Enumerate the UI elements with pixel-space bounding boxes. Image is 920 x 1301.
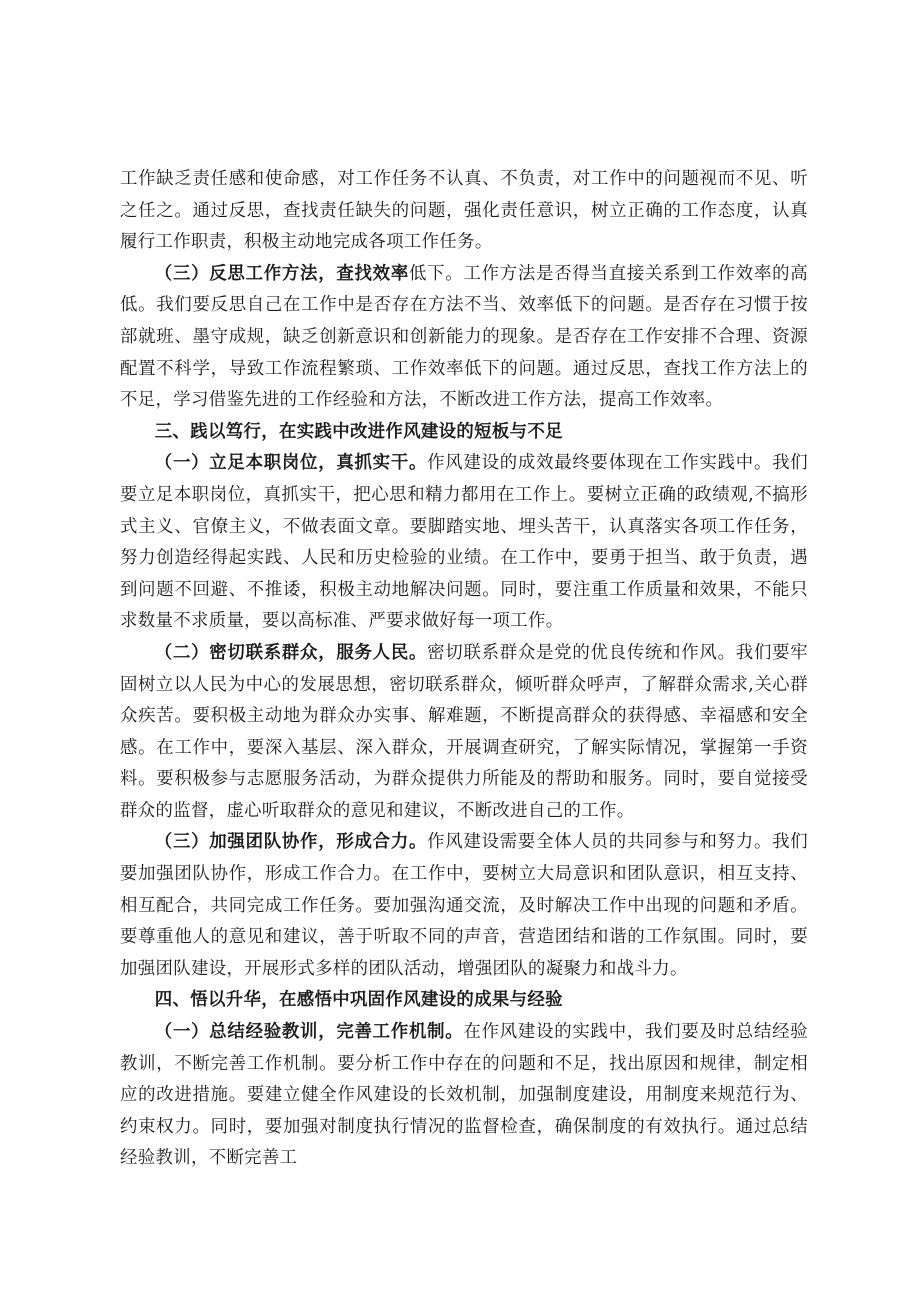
heading-text: 四、悟以升华，在感悟中巩固作风建设的成果与经验 — [154, 990, 563, 1011]
paragraph-summarize-experience — [120, 1017, 808, 1175]
paragraph-stand-on-post — [120, 448, 808, 638]
paragraph-text: 作风建设的成效最终要体现在工作实践中。我们要立足本职岗位，真抓实干，把心思和精力都用在工作上。要树立正确的政绩观,不搞形式主义、官僚主义，不做表面文章。要脚踏实地、埋头苦干，认真落实各项工作任务，努力创造经得起实践、人民和历史检验的业绩。在工作中，要勇于担当、敢于负责，遇到问题不回避、不推诿，积极主动地解决问题。同时，要注重工作质量和效果，不能只求数量不求质量，要以高标准、严要求做好每一项工作。 — [120, 453, 808, 632]
paragraph-lead: （三）反思工作方法，查找效率 — [154, 263, 409, 284]
section-heading-4 — [120, 985, 808, 1017]
paragraph-text: 作风建设需要全体人员的共同参与和努力。我们要加强团队协作，形成工作合力。在工作中，要树立大局意识和团队意识，相互支持、相互配合，共同完成工作任务。要加强沟通交流，及时解决工作中出现的问题和矛盾。要尊重他人的意见和建议，善于听取不同的声音，营造团结和谐的工作氛围。同时，要加强团队建设，开展形式多样的团队活动，增强团队的凝聚力和战斗力。 — [120, 832, 808, 979]
document-body — [120, 164, 808, 1175]
paragraph-reflect-work-method — [120, 259, 808, 417]
paragraph-text: 在作风建设的实践中，我们要及时总结经验教训，不断完善工作机制。要分析工作中存在的问题和不足，找出原因和规律，制定相应的改进措施。要建立健全作风建设的长效机制，加强制度建设，用制度来规范行为、约束权力。同时，要加强对制度执行情况的监督检查，确保制度的有效执行。通过总结经验教训，不断完善工 — [120, 1022, 809, 1169]
paragraph-text: 密切联系群众是党的优良传统和作风。我们要牢固树立以人民为中心的发展思想，密切联系群众，倾听群众呼声，了解群众需求,关心群众疾苦。要积极主动地为群众办实事、解难题，不断提高群众的获得感、幸福感和安全感。在工作中，要深入基层、深入群众，开展调查研究，了解实际情况，掌握第一手资料。要积极参与志愿服务活动，为群众提供力所能及的帮助和服务。同时，要自觉接受群众的监督，虚心听取群众的意见和建议，不断改进自己的工作。 — [120, 642, 808, 821]
paragraph-teamwork — [120, 827, 808, 985]
paragraph-lead: （一）立足本职岗位，真抓实干。 — [154, 453, 428, 474]
paragraph-lead: （三）加强团队协作，形成合力。 — [154, 832, 428, 853]
paragraph-responsibility-continued — [120, 164, 808, 259]
paragraph-text: 低下。工作方法是否得当直接关系到工作效率的高低。我们要反思自己在工作中是否存在方法不当、效率低下的问题。是否存在习惯于按部就班、墨守成规，缺乏创新意识和创新能力的现象。是否存在工作安排不合理、资源配置不科学，导致工作流程繁琐、工作效率低下的问题。通过反思，查找工作方法上的不足，学习借鉴先进的工作经验和方法，不断改进工作方法，提高工作效率。 — [120, 263, 808, 411]
paragraph-lead: （二）密切联系群众，服务人民。 — [154, 642, 428, 663]
heading-text: 三、践以笃行，在实践中改进作风建设的短板与不足 — [154, 421, 563, 442]
paragraph-text: 工作缺乏责任感和使命感，对工作任务不认真、不负责，对工作中的问题视而不见、听之任之。通过反思，查找责任缺失的问题，强化责任意识，树立正确的工作态度，认真履行工作职责，积极主动地完成各项工作任务。 — [120, 169, 808, 253]
paragraph-lead: （一）总结经验教训，完善工作机制。 — [154, 1022, 464, 1043]
section-heading-3 — [120, 417, 808, 449]
paragraph-serve-people — [120, 638, 808, 828]
